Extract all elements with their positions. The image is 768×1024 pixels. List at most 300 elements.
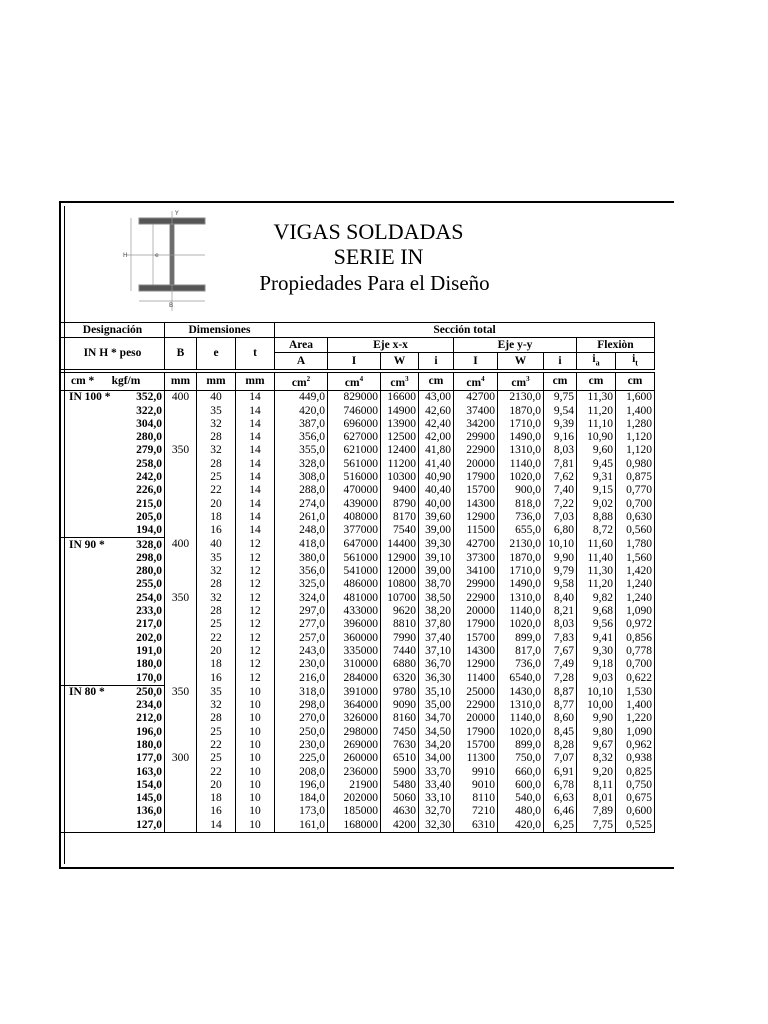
wx-cell: 14900 [381,404,419,417]
wx-cell: 12900 [381,552,419,565]
ix-radius-cell: 39,10 [419,552,454,565]
t-cell: 14 [236,391,275,405]
ix-radius-cell: 38,50 [419,592,454,605]
wx-cell: 9780 [381,685,419,699]
iy-cell: 20000 [454,712,498,725]
ia-cell: 11,20 [577,404,616,417]
iy-radius-cell: 8,60 [544,712,577,725]
svg-text:e: e [155,252,159,259]
t-cell: 12 [236,565,275,578]
iy-radius-cell: 8,45 [544,726,577,739]
wy-cell: 1310,0 [498,444,544,457]
ix-radius-cell: 39,00 [419,565,454,578]
ix-radius-cell: 38,20 [419,605,454,618]
it-cell: 0,622 [616,671,655,685]
b-cell [165,431,197,444]
unit-i-x: cm [419,373,454,391]
ix-cell: 269000 [328,739,381,752]
weight-cell: 127,0 [117,819,165,833]
wx-cell: 10700 [381,592,419,605]
weight-cell: 205,0 [117,511,165,524]
it-cell: 0,938 [616,752,655,765]
wy-cell: 818,0 [498,498,544,511]
e-cell: 28 [197,712,236,725]
it-cell: 1,400 [616,699,655,712]
wy-cell: 1020,0 [498,618,544,631]
col-ia [577,353,616,370]
area-cell: 356,0 [275,431,328,444]
e-cell: 18 [197,511,236,524]
t-cell: 10 [236,779,275,792]
b-cell [165,765,197,778]
iy-cell: 37300 [454,552,498,565]
wy-cell: 817,0 [498,645,544,658]
designation-cell [61,726,117,739]
table-row [61,484,655,497]
t-cell: 10 [236,819,275,833]
table-row [61,605,655,618]
it-cell: 0,675 [616,792,655,805]
wy-cell: 6540,0 [498,671,544,685]
ix-radius-cell: 37,10 [419,645,454,658]
table-row [61,819,655,833]
wy-cell: 1710,0 [498,418,544,431]
designation-cell [61,658,117,671]
weight-cell: 233,0 [117,605,165,618]
ix-cell: 647000 [328,538,381,552]
b-cell [165,658,197,671]
designation-cell [61,511,117,524]
unit-iy [454,373,498,391]
area-cell: 250,0 [275,726,328,739]
t-cell: 10 [236,739,275,752]
it-cell: 0,980 [616,458,655,471]
designation-cell [61,712,117,725]
wx-cell: 16600 [381,391,419,405]
area-cell: 248,0 [275,524,328,538]
table-row [61,752,655,765]
iy-radius-cell: 7,49 [544,658,577,671]
ix-cell: 396000 [328,618,381,631]
iy-radius-cell: 6,25 [544,819,577,833]
ia-cell: 9,03 [577,671,616,685]
unit-exp: 3 [405,375,409,384]
e-cell: 28 [197,578,236,591]
t-cell: 14 [236,418,275,431]
weight-cell: 170,0 [117,671,165,685]
b-cell [165,819,197,833]
wy-cell: 900,0 [498,484,544,497]
iy-radius-cell: 7,28 [544,671,577,685]
iy-radius-cell: 8,21 [544,605,577,618]
ix-cell: 377000 [328,524,381,538]
unit-cm: cm [344,377,360,390]
area-cell: 355,0 [275,444,328,457]
ia-cell: 9,31 [577,471,616,484]
ix-radius-cell: 36,70 [419,658,454,671]
ia-cell: 9,60 [577,444,616,457]
unit-ix [328,373,381,391]
ia-cell: 9,56 [577,618,616,631]
it-cell: 0,600 [616,805,655,818]
t-cell: 12 [236,618,275,631]
t-cell: 12 [236,605,275,618]
wy-cell: 540,0 [498,792,544,805]
iy-cell: 37400 [454,404,498,417]
b-cell [165,779,197,792]
designation-cell [61,552,117,565]
b-cell [165,726,197,739]
iy-radius-cell: 6,63 [544,792,577,805]
iy-radius-cell: 9,54 [544,404,577,417]
ix-radius-cell: 37,40 [419,631,454,644]
it-cell: 1,120 [616,444,655,457]
designation-cell [61,458,117,471]
table-row [61,431,655,444]
area-cell: 208,0 [275,765,328,778]
iy-radius-cell: 7,22 [544,498,577,511]
ix-cell: 185000 [328,805,381,818]
it-cell: 0,525 [616,819,655,833]
iy-cell: 15700 [454,484,498,497]
unit-designation [61,373,165,391]
ix-cell: 21900 [328,779,381,792]
svg-text:B: B [169,302,174,309]
e-cell: 28 [197,605,236,618]
ia-cell: 11,30 [577,565,616,578]
wx-cell: 5480 [381,779,419,792]
weight-cell: 328,0 [117,538,165,552]
title: VIGAS SOLDADAS [273,219,464,244]
iy-cell: 20000 [454,458,498,471]
ia-cell: 9,02 [577,498,616,511]
iy-radius-cell: 7,67 [544,645,577,658]
designation-cell [61,524,117,538]
e-cell: 28 [197,431,236,444]
designation-cell [61,779,117,792]
wx-cell: 9620 [381,605,419,618]
ix-cell: 439000 [328,498,381,511]
e-cell: 16 [197,671,236,685]
wy-cell: 1490,0 [498,431,544,444]
unit-kgf-m: kgf/m [111,375,141,388]
area-cell: 324,0 [275,592,328,605]
iy-cell: 29900 [454,578,498,591]
table-row [61,404,655,417]
designation-cell [61,739,117,752]
ia-cell: 9,67 [577,739,616,752]
weight-cell: 242,0 [117,471,165,484]
iy-cell: 17900 [454,618,498,631]
designation-cell [61,765,117,778]
col-iy: I [454,353,498,370]
weight-cell: 234,0 [117,699,165,712]
e-cell: 40 [197,391,236,405]
wx-cell: 11200 [381,458,419,471]
it-cell: 1,530 [616,685,655,699]
e-cell: 25 [197,471,236,484]
area-cell: 380,0 [275,552,328,565]
it-cell: 0,700 [616,658,655,671]
iy-cell: 14300 [454,645,498,658]
wx-cell: 12000 [381,565,419,578]
wx-cell: 5060 [381,792,419,805]
area-cell: 449,0 [275,391,328,405]
iy-cell: 17900 [454,471,498,484]
b-cell [165,404,197,417]
t-cell: 14 [236,458,275,471]
wx-cell: 10300 [381,471,419,484]
wy-cell: 750,0 [498,752,544,765]
wy-cell: 1020,0 [498,471,544,484]
weight-cell: 322,0 [117,404,165,417]
ia-cell: 7,75 [577,819,616,833]
table-row [61,792,655,805]
b-cell [165,671,197,685]
ia-cell: 8,32 [577,752,616,765]
weight-cell: 180,0 [117,658,165,671]
ix-cell: 364000 [328,699,381,712]
col-it [616,353,655,370]
ix-cell: 470000 [328,484,381,497]
it-cell: 0,630 [616,511,655,524]
ix-radius-cell: 37,80 [419,618,454,631]
area-cell: 277,0 [275,618,328,631]
weight-cell: 279,0 [117,444,165,457]
t-cell: 14 [236,511,275,524]
area-cell: 274,0 [275,498,328,511]
ia-cell: 9,80 [577,726,616,739]
weight-cell: 202,0 [117,631,165,644]
table-row [61,552,655,565]
iy-radius-cell: 7,62 [544,471,577,484]
ix-cell: 433000 [328,605,381,618]
ia-cell: 7,89 [577,805,616,818]
wy-cell: 2130,0 [498,538,544,552]
b-cell [165,618,197,631]
it-cell: 0,962 [616,739,655,752]
designation-cell [61,418,117,431]
col-designacion: Designación [61,323,165,338]
b-cell [165,565,197,578]
wy-cell: 660,0 [498,765,544,778]
ia-cell: 9,68 [577,605,616,618]
wx-cell: 10800 [381,578,419,591]
col-ix: I [328,353,381,370]
units-row [61,373,655,391]
iy-radius-cell: 7,07 [544,752,577,765]
unit-wx [381,373,419,391]
t-cell: 14 [236,484,275,497]
t-cell: 10 [236,685,275,699]
ix-cell: 260000 [328,752,381,765]
ix-cell: 236000 [328,765,381,778]
iy-radius-cell: 8,77 [544,699,577,712]
t-cell: 12 [236,671,275,685]
b-cell [165,458,197,471]
wx-cell: 5900 [381,765,419,778]
wx-cell: 8170 [381,511,419,524]
ix-cell: 310000 [328,658,381,671]
designation-cell [61,431,117,444]
ix-radius-cell: 34,00 [419,752,454,765]
weight-cell: 215,0 [117,498,165,511]
ix-radius-cell: 42,60 [419,404,454,417]
weight-cell: 254,0 [117,592,165,605]
col-e: e [197,338,236,370]
unit-cm: cm [390,377,406,390]
iy-radius-cell: 8,03 [544,444,577,457]
area-cell: 356,0 [275,565,328,578]
wy-cell: 1870,0 [498,552,544,565]
it-cell: 1,240 [616,578,655,591]
ia-cell: 9,20 [577,765,616,778]
weight-cell: 352,0 [117,391,165,405]
svg-text:Y: Y [175,210,179,217]
ix-cell: 284000 [328,671,381,685]
ix-radius-cell: 39,60 [419,511,454,524]
wy-cell: 1020,0 [498,726,544,739]
wx-cell: 7450 [381,726,419,739]
ia-cell: 9,90 [577,712,616,725]
ia-cell: 8,01 [577,792,616,805]
ix-cell: 486000 [328,578,381,591]
t-cell: 12 [236,552,275,565]
col-wy: W [498,353,544,370]
wx-cell: 8810 [381,618,419,631]
area-cell: 297,0 [275,605,328,618]
iy-cell: 11500 [454,524,498,538]
table-row [61,418,655,431]
ia-cell: 11,40 [577,552,616,565]
unit-exp: 4 [481,375,485,384]
it-symbol: i [632,353,636,365]
iy-cell: 11300 [454,752,498,765]
iy-cell: 22900 [454,592,498,605]
table-row [61,712,655,725]
wy-cell: 2130,0 [498,391,544,405]
wy-cell: 480,0 [498,805,544,818]
e-cell: 25 [197,618,236,631]
wy-cell: 1140,0 [498,458,544,471]
ia-cell: 9,30 [577,645,616,658]
wx-cell: 4630 [381,805,419,818]
b-cell [165,524,197,538]
area-cell: 420,0 [275,404,328,417]
ia-cell: 9,82 [577,592,616,605]
e-cell: 32 [197,699,236,712]
ix-cell: 326000 [328,712,381,725]
ix-radius-cell: 38,70 [419,578,454,591]
b-cell [165,739,197,752]
designation-cell [61,471,117,484]
b-cell [165,699,197,712]
col-flexion: Flexiòn [577,338,655,353]
it-cell: 0,972 [616,618,655,631]
ix-radius-cell: 40,40 [419,484,454,497]
iy-cell: 34100 [454,565,498,578]
b-cell [165,418,197,431]
iy-cell: 12900 [454,511,498,524]
b-cell [165,631,197,644]
area-cell: 230,0 [275,658,328,671]
header-row-sub [61,338,655,353]
iy-cell: 29900 [454,431,498,444]
table-row [61,779,655,792]
weight-cell: 217,0 [117,618,165,631]
it-cell: 0,825 [616,765,655,778]
properties-table [60,322,655,833]
ia-cell: 8,11 [577,779,616,792]
it-cell: 1,090 [616,605,655,618]
area-cell: 308,0 [275,471,328,484]
sheet-header [65,203,676,322]
designation-cell [61,592,117,605]
iy-radius-cell: 9,75 [544,391,577,405]
table-row [61,631,655,644]
unit-cm: cm [511,377,527,390]
table-row [61,471,655,484]
table-row [61,618,655,631]
iy-cell: 25000 [454,685,498,699]
weight-cell: 163,0 [117,765,165,778]
table-row [61,524,655,538]
iy-cell: 12900 [454,658,498,671]
e-cell: 22 [197,484,236,497]
col-area: Area [275,338,328,353]
ix-radius-cell: 33,10 [419,792,454,805]
table-row [61,658,655,671]
t-cell: 12 [236,578,275,591]
t-cell: 10 [236,712,275,725]
iy-radius-cell: 8,87 [544,685,577,699]
wy-cell: 899,0 [498,739,544,752]
area-cell: 328,0 [275,458,328,471]
t-cell: 10 [236,792,275,805]
ix-cell: 696000 [328,418,381,431]
iy-radius-cell: 7,83 [544,631,577,644]
t-cell: 10 [236,765,275,778]
table-row [61,538,655,552]
ia-cell: 9,18 [577,658,616,671]
b-cell [165,578,197,591]
ix-cell: 829000 [328,391,381,405]
iy-radius-cell: 6,78 [544,779,577,792]
ix-cell: 541000 [328,565,381,578]
area-cell: 173,0 [275,805,328,818]
iy-cell: 9910 [454,765,498,778]
e-cell: 20 [197,498,236,511]
designation-cell [61,645,117,658]
weight-cell: 194,0 [117,524,165,538]
unit-b: mm [165,373,197,391]
it-cell: 1,090 [616,726,655,739]
b-cell [165,605,197,618]
b-cell [165,805,197,818]
iy-radius-cell: 7,40 [544,484,577,497]
unit-it: cm [616,373,655,391]
it-cell: 1,420 [616,565,655,578]
area-cell: 298,0 [275,699,328,712]
iy-cell: 22900 [454,699,498,712]
ix-radius-cell: 33,40 [419,779,454,792]
ix-cell: 168000 [328,819,381,833]
weight-cell: 258,0 [117,458,165,471]
table-row [61,765,655,778]
wy-cell: 655,0 [498,524,544,538]
ix-cell: 746000 [328,404,381,417]
ix-cell: 202000 [328,792,381,805]
